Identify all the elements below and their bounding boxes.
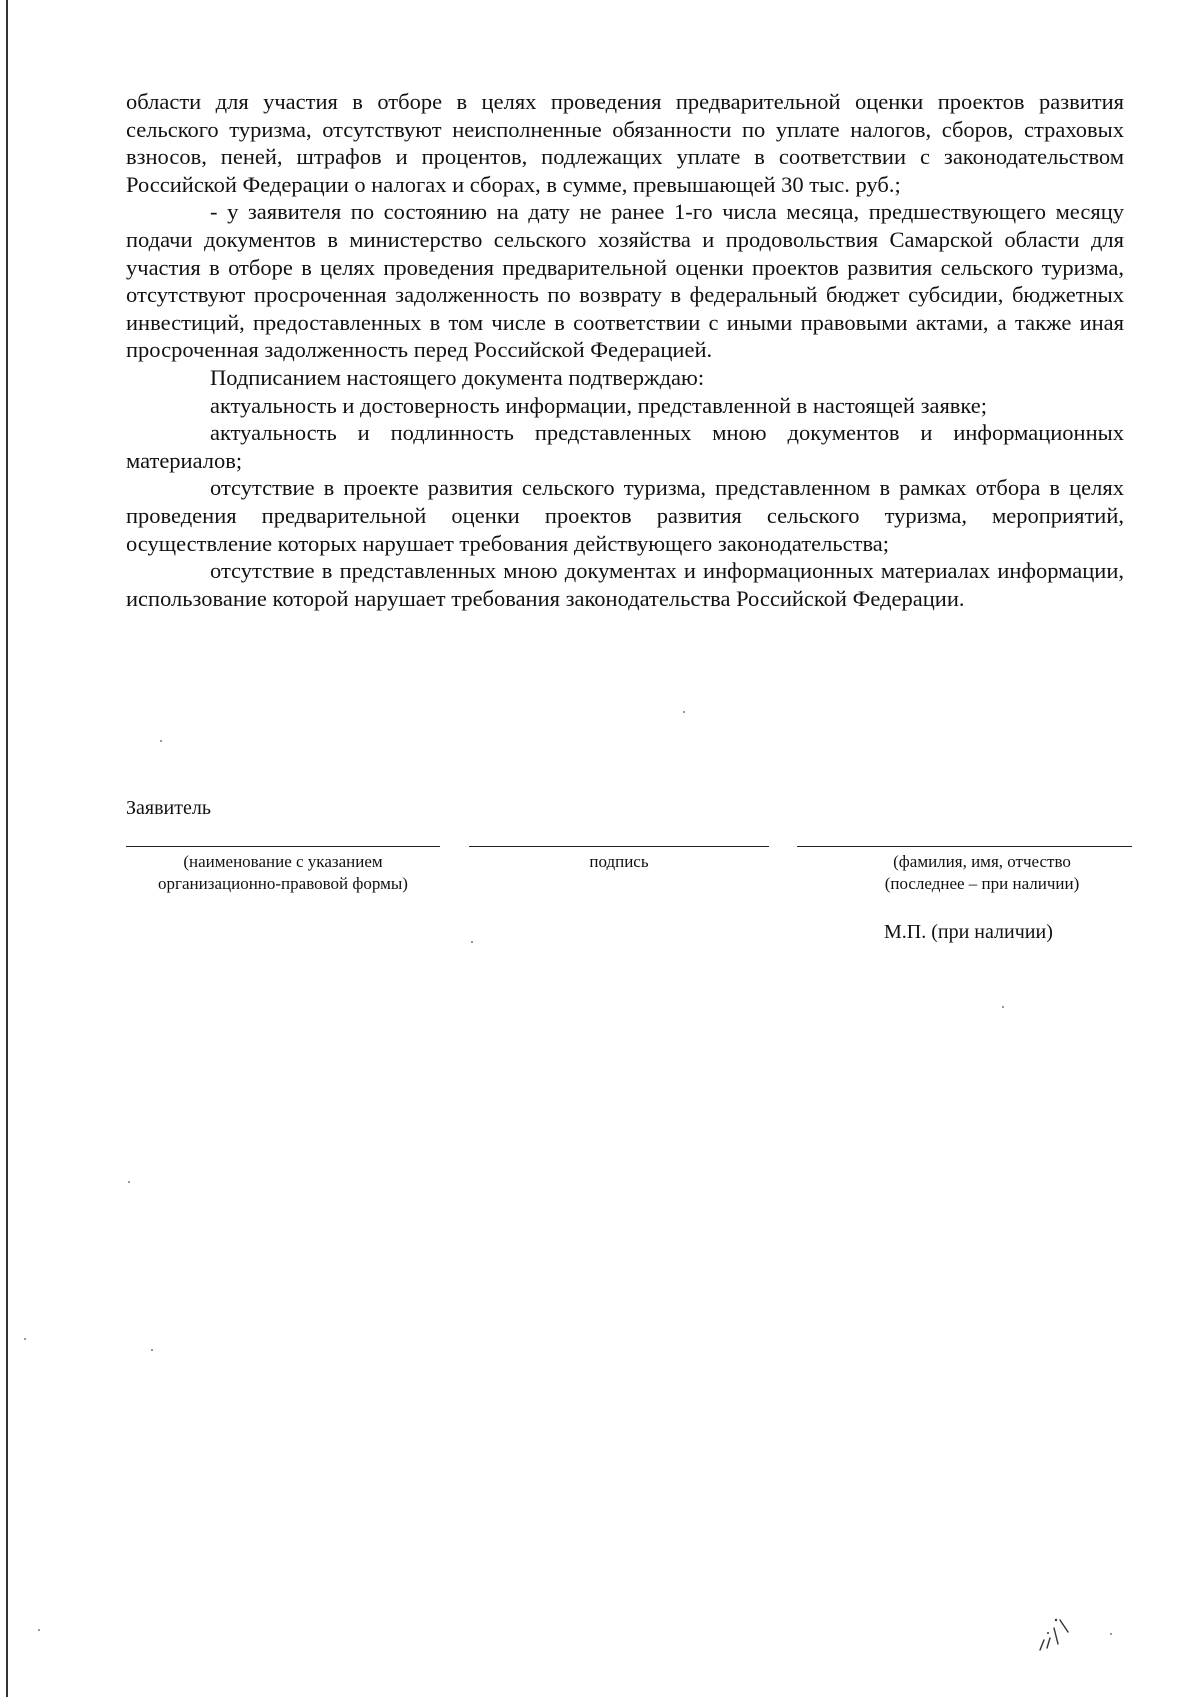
- body-paragraph: - у заявителя по состоянию на дату не ранее 1-го числа месяца, предшествующего месяцу подачи документов в министерство сельского хозяйства и продовольствия Самарской области для участия в отборе в целях проведения предварительной оценки проектов развития сельского туризма, отсутствуют просроченная задолженность по возврату в федеральный бюджет субсидии, бюджетных инвестиций, предоставленных в том числе в соответствии с иными правовыми актами, а также иная просроченная задолженность перед Российской Федерацией.: [126, 199, 1124, 363]
- signature-line: [469, 846, 769, 847]
- handwritten-mark: [1030, 1598, 1090, 1658]
- full-name-caption-line1: (фамилия, имя, отчество: [893, 852, 1071, 871]
- applicant-label: Заявитель: [126, 797, 211, 819]
- org-name-caption-line1: (наименование с указанием: [183, 852, 383, 871]
- signature-caption: [469, 851, 769, 873]
- document-body: [126, 88, 1124, 612]
- full-name-caption-line2: (последнее – при наличии): [884, 874, 1080, 893]
- scan-speck: [160, 740, 162, 742]
- org-name-caption: [116, 851, 450, 895]
- scan-speck: [1002, 1006, 1004, 1008]
- scan-speck: [38, 1629, 40, 1631]
- body-paragraph: Подписанием настоящего документа подтверждаю:: [210, 364, 705, 390]
- body-paragraph: актуальность и достоверность информации, представленной в настоящей заявке;: [210, 392, 988, 418]
- stamp-note: М.П. (при наличии): [884, 921, 1053, 943]
- full-name-caption: [822, 851, 1142, 895]
- body-paragraph: области для участия в отборе в целях проведения предварительной оценки проектов развития сельского туризма, отсутствуют неисполненные обязанности по уплате налогов, сборов, страховых взносов, пеней, штрафов и процентов, подлежащих уплате в соответствии с законодательством Российской Федерации о налогах и сборах, в сумме, превышающей 30 тыс. руб.;: [126, 89, 1124, 197]
- scan-speck: [1110, 1633, 1112, 1635]
- scan-speck: [683, 711, 685, 713]
- body-paragraph: актуальность и подлинность представленных мною документов и информационных материалов;: [126, 420, 1124, 473]
- scan-speck: [471, 941, 473, 943]
- body-paragraph: отсутствие в представленных мною документах и информационных материалах информации, использование которой нарушает требования законодательства Российской Федерации.: [126, 558, 1124, 611]
- org-name-caption-line2: организационно-правовой формы): [158, 874, 408, 893]
- scan-edge-line: [6, 0, 8, 1697]
- org-name-line: [126, 846, 440, 847]
- signature-caption-text: подпись: [589, 852, 649, 871]
- body-paragraph: отсутствие в проекте развития сельского туризма, представленном в рамках отбора в целях проведения предварительной оценки проектов развития сельского туризма, мероприятий, осуществление которых нарушает требования действующего законодательства;: [126, 475, 1124, 556]
- scan-speck: [128, 1181, 130, 1183]
- full-name-line: [797, 846, 1132, 847]
- scan-speck: [151, 1349, 153, 1351]
- scan-speck: [24, 1338, 26, 1340]
